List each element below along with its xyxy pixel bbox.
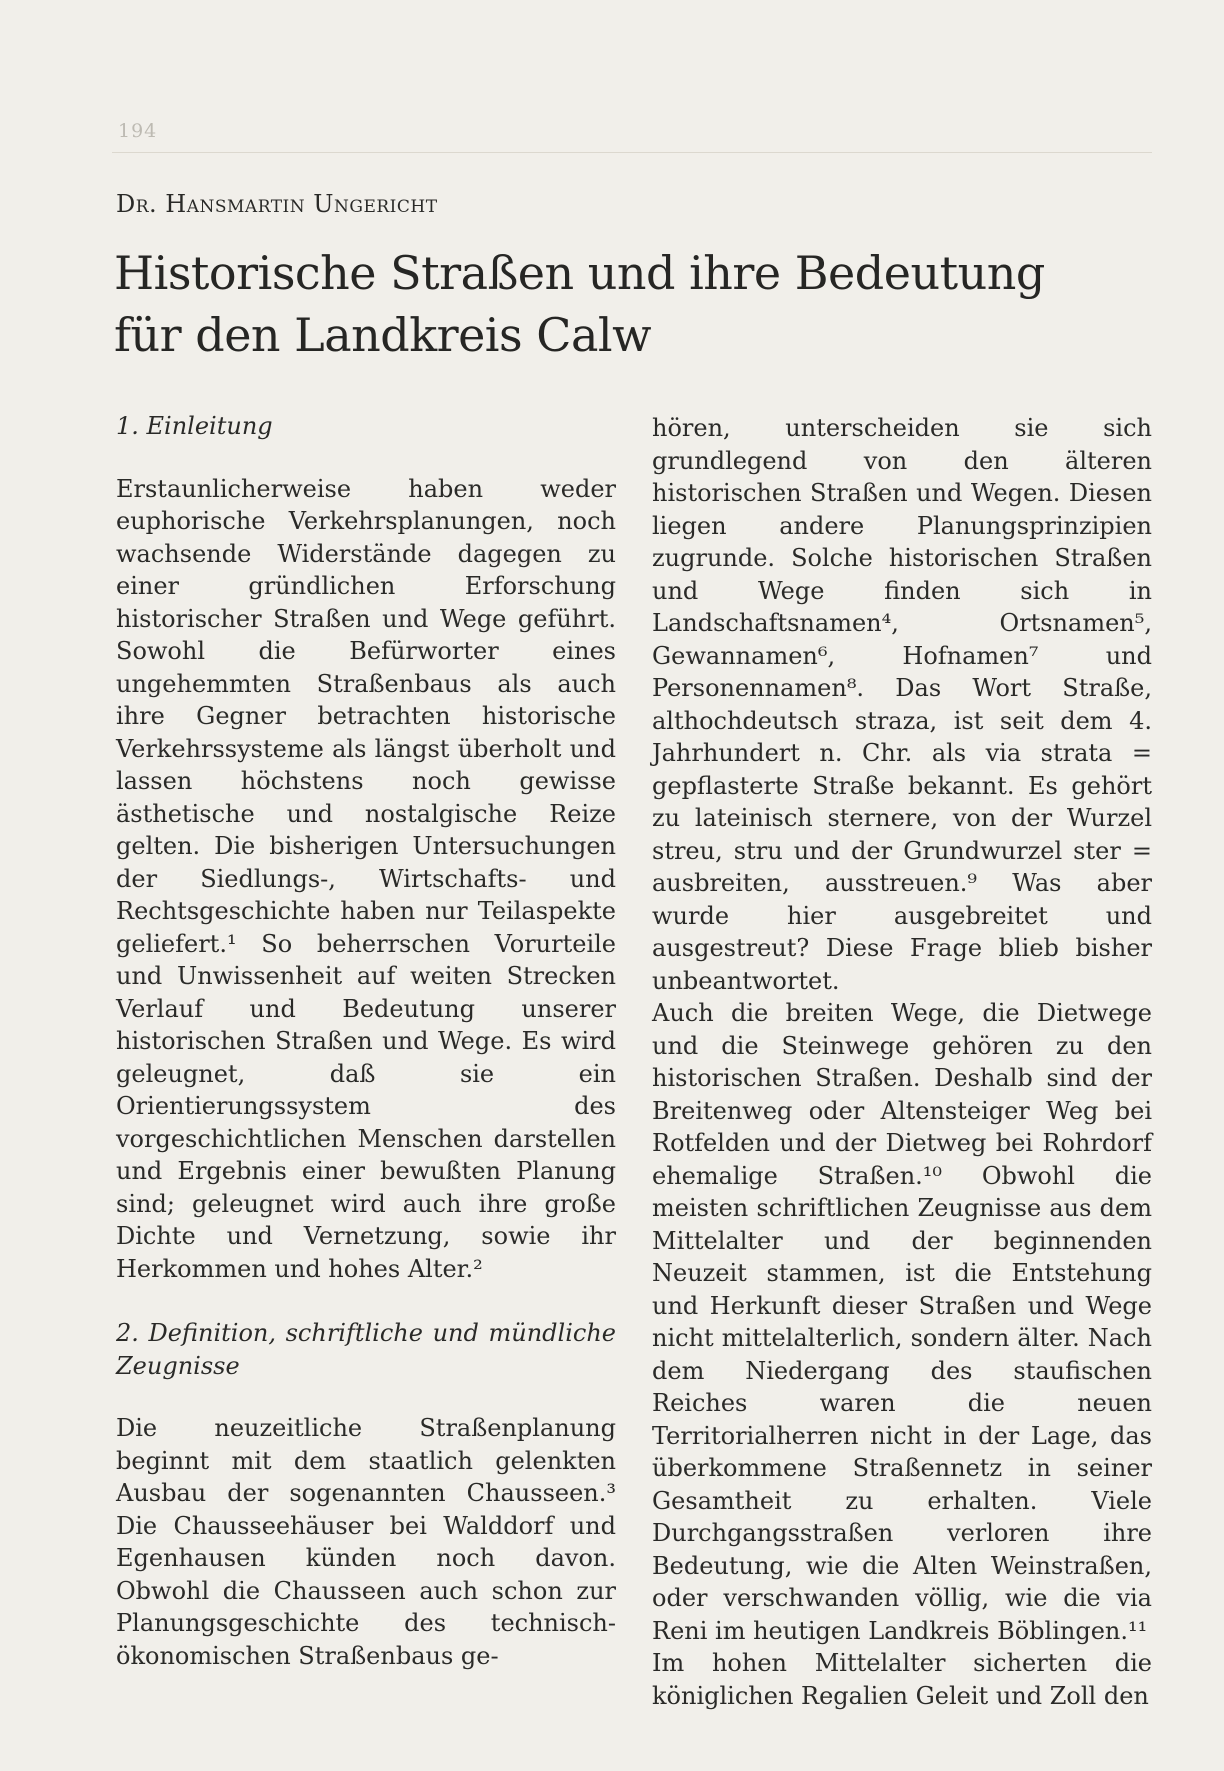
right-column [652, 412, 1152, 1712]
section-1-paragraph: Erstaunlicherweise haben weder euphorische Verkehrsplanungen, noch wachsende Widerstände dagegen zu einer gründlichen Erforschung historischer Straßen und Wege geführt. Sowohl die Befürworter eines ungehemmten Straßenbaus als auch ihre Gegner betrachten historische Verkehrssysteme als längst überholt und lassen höchstens noch gewisse ästhetische und nostalgische Reize gelten. Die bisherigen Untersuchungen der Siedlungs-, Wirtschafts- und Rechtsgeschichte haben nur Teilaspekte geliefert.¹ So beherrschen Vorurteile und Unwissenheit auf weiten Strecken Verlauf und Bedeutung unserer historischen Straßen und Wege. Es wird geleugnet, daß sie ein Orientierungssystem des vorgeschichtlichen Menschen darstellen und Ergebnis einer bewußten Planung sind; geleugnet wird auch ihre große Dichte und Vernetzung, sowie ihr Herkommen und hohes Alter.² [116, 474, 616, 1283]
right-paragraph-3: Im hohen Mittelalter sicherten die königlichen Regalien Geleit und Zoll den [652, 1649, 1152, 1710]
article-title: Historische Straßen und ihre Bedeutung für den Landkreis Calw [114, 246, 1045, 362]
right-paragraph-1: hören, unterscheiden sie sich grundlegend von den älteren historischen Straßen und Wegen. Diesen liegen andere Planungsprinzipien zugrunde. Solche historischen Straßen und Wege finden sich in Landschaftsnamen⁴, Ortsnamen⁵, Gewannamen⁶, Hofnamen⁷ und Personennamen⁸. Das Wort Straße, althochdeutsch straza, ist seit dem 4. Jahrhundert n. Chr. als via strata = gepflasterte Straße bekannt. Es gehört zu lateinisch sternere, von der Wurzel streu, stru und der Grundwurzel ster = ausbreiten, ausstreuen.⁹ Was aber wurde hier ausgebreitet und ausgestreut? Diese Frage blieb bisher unbeantwortet. [652, 414, 1152, 995]
left-column [116, 410, 616, 1672]
section-2-heading: 2. Definition, schriftliche und mündliche Zeugnisse [116, 1319, 616, 1380]
section-1-heading: 1. Einleitung [116, 412, 273, 440]
header-rule [112, 152, 1152, 153]
right-paragraph-2: Auch die breiten Wege, die Dietwege und die Steinwege gehören zu den historischen Straßen. Deshalb sind der Breitenweg oder Altensteiger Weg bei Rotfelden und der Dietweg bei Rohrdorf ehemalige Straßen.¹⁰ Obwohl die meisten schriftlichen Zeugnisse aus dem Mittelalter und der beginnenden Neuzeit stammen, ist die Entstehung und Herkunft dieser Straßen und Wege nicht mittelalterlich, sondern älter. Nach dem Niedergang des staufischen Reiches waren die neuen Territorialherren nicht in der Lage, das überkommene Straßennetz in seiner Gesamtheit zu erhalten. Viele Durchgangsstraßen verloren ihre Bedeutung, wie die Alten Weinstraßen, oder verschwanden völlig, wie die via Reni im heutigen Landkreis Böblingen.¹¹ [652, 999, 1152, 1645]
author-name: Dr. Hansmartin Ungericht [116, 190, 438, 218]
section-2-paragraph: Die neuzeitliche Straßenplanung beginnt mit dem staatlich gelenkten Ausbau der sogenannten Chausseen.³ Die Chausseehäuser bei Walddorf und Egenhausen künden noch davon. Obwohl die Chausseen auch schon zur Planungsgeschichte des technisch-ökonomischen Straßenbaus ge- [116, 1414, 616, 1670]
page-number: 194 [118, 120, 158, 142]
